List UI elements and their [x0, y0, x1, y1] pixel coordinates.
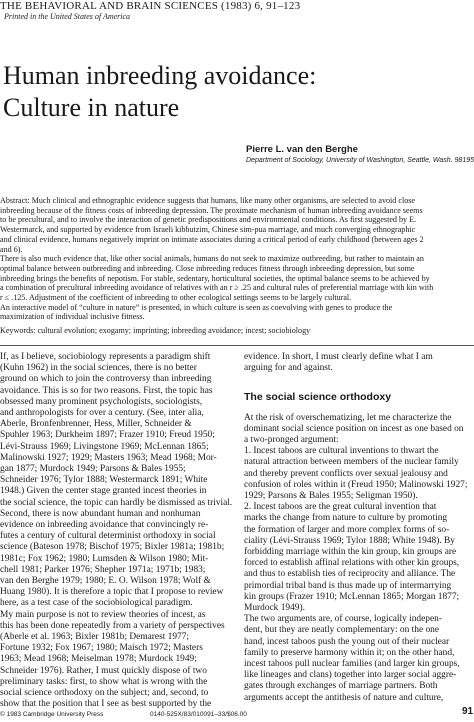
- paragraph-1: [0, 352, 238, 509]
- text-line: and thereby prevent conflicts over sexual jealousy and: [244, 468, 448, 479]
- text-line: forced to establish affinal relations with other kin groups,: [244, 558, 460, 569]
- text-line: family to preserve harmony within it; on the other hand,: [244, 647, 455, 658]
- abstract-line: and clinical evidence, humans negatively imprint on intimate associates during a critical period of early childhood (between ages 2: [0, 234, 424, 244]
- text-line: evidence. In short, I must clearly define what I am: [244, 352, 433, 362]
- text-line: and anthropologists for over a century. (See, inter alia,: [0, 408, 204, 419]
- text-line: Spuhler 1963; Durkheim 1897; Frazer 1910; Freud 1950;: [0, 430, 215, 441]
- paragraph-point-1: [244, 446, 474, 502]
- text-line: obsessed many prominent psychologists, sociologists,: [0, 396, 203, 407]
- text-line: preliminary tasks: first, to show what is wrong with the: [0, 676, 208, 687]
- text-line: 1981c; Fox 1962; 1980; Lumsden & Wilson 1980; Mit-: [0, 553, 209, 564]
- text-line: avoidance. This is so for two reasons. First, the topic has: [0, 385, 213, 396]
- text-line: hand, incest taboos push the young out of their nuclear: [244, 636, 450, 647]
- text-line: (Aberle et al. 1963; Bixler 1981b; Demarest 1977;: [0, 632, 190, 643]
- text-line: marks the change from nature to culture by promoting: [244, 513, 448, 524]
- title-line-1: Human inbreeding avoidance:: [3, 61, 317, 90]
- abstract-line: Abstract: Much clinical and ethnographic evidence suggests that humans, like many other organisms, are selected to avoid close: [0, 196, 415, 205]
- abstract-line: An interactive model of “culture in nature” is presented, in which culture is seen as coevolving with genes to produce the: [0, 302, 393, 312]
- text-line: the formation of larger and more complex forms of so-: [244, 524, 450, 535]
- title-line-2: Culture in nature: [3, 93, 180, 122]
- text-line: gan 1877; Murdock 1949; Parsons & Bales 1955;: [0, 464, 186, 475]
- text-line: dent, but they are neatly complementary: on the one: [244, 625, 439, 636]
- text-line: incest taboos pull nuclear families (and larger kin groups,: [244, 659, 460, 670]
- paragraph-point-2: [244, 502, 474, 614]
- text-line: (Kuhn 1962) in the social sciences, there is no better: [0, 363, 197, 374]
- text-line: At the risk of overschematizing, let me characterize the: [244, 412, 452, 423]
- keywords: Keywords: cultural evolution; exogamy; imprinting; inbreeding avoidance; incest; sociobiology: [0, 326, 311, 335]
- text-line: ciality (Lévi-Strauss 1969; Tylor 1888; White 1948). By: [244, 535, 455, 546]
- text-line: van den Berghe 1979; 1980; E. O. Wilson 1978; Wolf &: [0, 576, 211, 587]
- abstract-line: maximization of individual inclusive fitness.: [0, 312, 145, 322]
- text-line: 1963; Mead 1968; Meiselman 1978; Murdock 1949;: [0, 654, 197, 665]
- printed-note: Printed in the United States of America: [4, 12, 131, 21]
- author-name: Pierre L. van den Berghe: [246, 144, 358, 155]
- body-column-right: [244, 352, 474, 704]
- journal-header: THE BEHAVIORAL AND BRAIN SCIENCES (1983) 6, 91–123: [0, 0, 301, 12]
- text-line: If, as I believe, sociobiology represents a paradigm shift: [0, 352, 211, 362]
- abstract-line: optimal balance between outbreeding and inbreeding. Close inbreeding reduces fitness through inbreeding depression, but some: [0, 263, 415, 273]
- text-line: social science orthodoxy on the subject; and, second, to: [0, 688, 209, 699]
- text-line: futes a century of cultural determinist orthodoxy in social: [0, 531, 216, 542]
- abstract-line: to be precultural, and to involve the interaction of genetic predispositions and environmental conditions. As first suggested by E.: [0, 215, 417, 225]
- text-line: My main purpose is not to review theories of incest, as: [0, 609, 206, 620]
- text-line: and thus to establish ties of reciprocity and alliance. The: [244, 569, 456, 580]
- section-divider: [0, 345, 474, 346]
- text-line: Schneider 1976). Rather, I must quickly dispose of two: [0, 665, 207, 676]
- text-line: forbidding marriage within the kin group, kin groups are: [244, 547, 457, 558]
- text-line: 1. Incest taboos are cultural inventions to thwart the: [244, 446, 439, 457]
- paragraph-2: [0, 509, 238, 610]
- text-line: primordial tribal band is thus made up of intermarrying: [244, 580, 452, 591]
- text-line: dominant social science position on incest as one based on: [244, 423, 464, 434]
- paragraph-3: [0, 610, 238, 711]
- abstract-line: r ≤ .125. Adjustment of the coefficient of inbreeding to other ecological settings seems to be largely cultural.: [0, 293, 352, 303]
- body-column-left: [0, 352, 238, 711]
- text-line: Malinowski 1927; 1929; Masters 1963; Mead 1968; Mor-: [0, 452, 217, 463]
- text-line: science (Bateson 1978; Bischof 1975; Bixler 1981a; 1981b;: [0, 542, 225, 553]
- text-line: natural attraction between members of the nuclear family: [244, 457, 459, 468]
- abstract-line: inbreeding because of the fitness costs of inbreeding depression. The proximate mechanism of human inbreeding avoidance seems: [0, 205, 423, 215]
- text-line: a two-pronged argument:: [244, 435, 339, 446]
- abstract: [0, 196, 474, 322]
- text-line: kin groups (Frazer 1910; McLennan 1865; Morgan 1877;: [244, 591, 460, 602]
- text-line: Murdock 1949).: [244, 603, 305, 614]
- text-line: Aberle, Bronfenbrenner, Hess, Miller, Schneider &: [0, 419, 192, 430]
- article-title: [3, 60, 316, 124]
- author-affiliation: Department of Sociology, University of Washington, Seattle, Wash. 98195: [246, 157, 474, 164]
- text-line: gates through exchanges of marriage partners. Both: [244, 681, 438, 692]
- text-line: Lévi-Strauss 1969; Livingstone 1969; McLennan 1865;: [0, 441, 209, 452]
- text-line: Huang 1980). It is therefore a topic that I propose to review: [0, 587, 224, 598]
- text-line: like lineages and clans) together into larger social aggre-: [244, 670, 457, 681]
- text-line: Second, there is now abundant human and nonhuman: [0, 508, 201, 519]
- text-line: Schneider 1976; Tylor 1888; Westermarck 1891; White: [0, 475, 208, 486]
- text-line: this has been done repeatedly from a variety of perspectives: [0, 620, 225, 631]
- text-line: evidence on inbreeding avoidance that convincingly re-: [0, 520, 209, 531]
- text-line: the social science, the topic can hardly be dismissed as trivial.: [0, 497, 233, 508]
- abstract-line: There is also much evidence that, like other social animals, humans do not seek to maximize outbreeding, but rather to maintain an: [0, 254, 424, 264]
- text-line: The two arguments are, of course, logically indepen-: [244, 614, 442, 625]
- abstract-line: and 6).: [0, 244, 23, 254]
- section-heading: The social science orthodoxy: [244, 391, 392, 404]
- text-line: confusion of roles within it (Freud 1950; Malinowski 1927;: [244, 479, 468, 490]
- text-line: ground on which to join the controversy than inbreeding: [0, 374, 212, 385]
- abstract-line: a combination of precultural inbreeding avoidance of relatives with an r ≥ .25 and cultural rules of preferential marriage with kin with: [0, 283, 434, 293]
- text-line: 1948.) Given the center stage granted incest theories in: [0, 486, 207, 497]
- text-line: 1929; Parsons & Bales 1955; Seligman 1950).: [244, 491, 418, 502]
- text-line: arguing for and against.: [244, 363, 333, 374]
- abstract-line: Westermarck, and supported by evidence from Israeli kibbutzim, Chinese sim-pua marriage, and much converging ethnographic: [0, 225, 416, 235]
- abstract-line: inbreeding brings the benefits of nepotism. For stable, sedentary, horticultural societies, the optimal balance seems to be achieved by: [0, 273, 430, 283]
- paragraph-continued: [244, 352, 474, 374]
- page-number: 91: [462, 706, 474, 717]
- text-line: here, as a test case of the sociobiological paradigm.: [0, 598, 193, 609]
- paragraph-conclusion: [244, 614, 474, 704]
- paragraph-intro: [244, 413, 474, 447]
- text-line: 2. Incest taboos are the great cultural invention that: [244, 502, 437, 513]
- text-line: arguments accept the antithesis of nature and culture,: [244, 692, 444, 703]
- footer-code: 0140-525X/83/010091–33/$06.00: [150, 711, 247, 718]
- text-line: show that the position that I see as best supported by the: [0, 699, 212, 710]
- footer-copyright: © 1983 Cambridge University Press: [0, 711, 104, 718]
- text-line: Fortune 1932; Fox 1967; 1980; Maisch 1972; Masters: [0, 643, 203, 654]
- text-line: chell 1981; Parker 1976; Shepher 1971a; 1971b; 1983;: [0, 564, 206, 575]
